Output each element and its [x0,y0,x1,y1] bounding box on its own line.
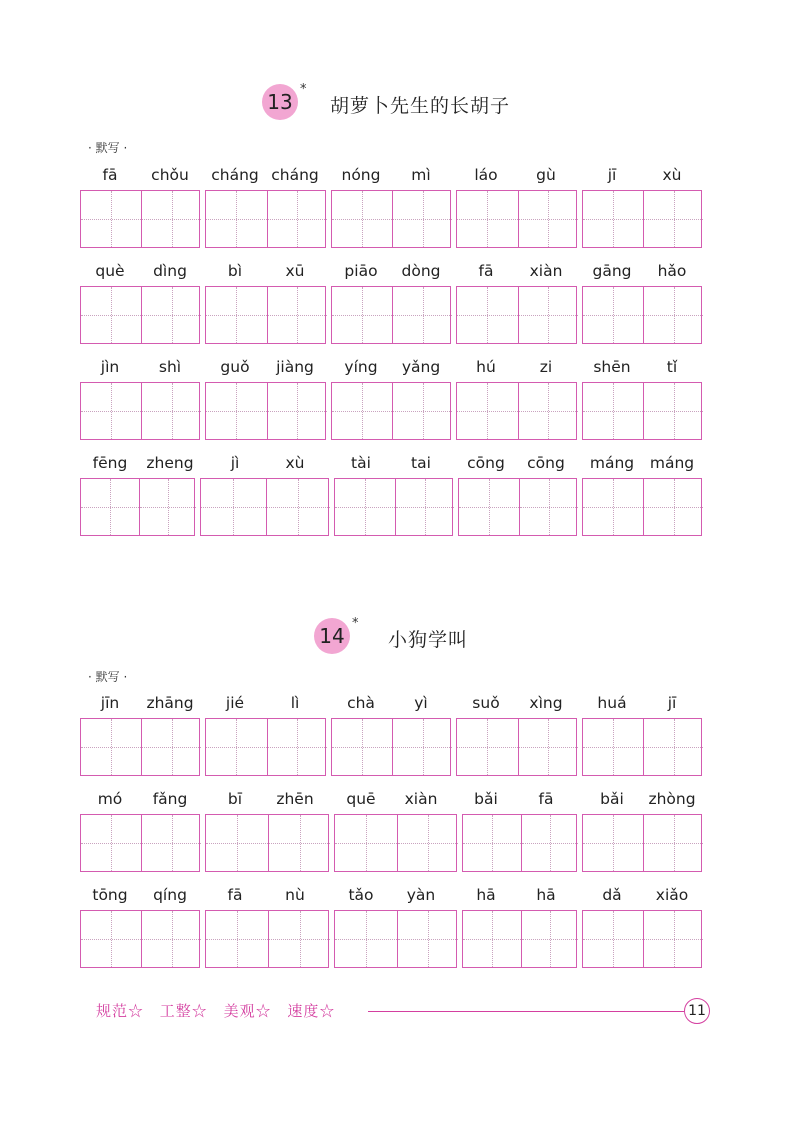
character-cell[interactable] [206,719,267,775]
criteria-item: 规范☆ [96,1002,145,1020]
character-cell[interactable] [643,719,703,775]
character-cell[interactable] [332,191,392,247]
writing-box[interactable] [334,814,457,872]
pinyin-label: fā [102,166,118,184]
pinyin-label: zhēn [276,790,314,808]
pinyin-label: jī [607,166,617,184]
pinyin-label: suǒ [472,694,500,712]
pinyin-label: guǒ [220,358,250,376]
writing-box[interactable] [334,478,453,536]
pinyin-label: nù [285,886,305,904]
pinyin-label: fā [538,790,554,808]
character-cell[interactable] [392,191,452,247]
character-cell[interactable] [267,719,328,775]
pinyin-label: hā [476,886,496,904]
evaluation-criteria [96,1000,345,1021]
character-cell[interactable] [519,479,579,535]
writing-box[interactable] [331,286,451,344]
writing-box[interactable] [582,814,702,872]
pinyin-label: lì [290,694,300,712]
pinyin-label: yǎng [401,358,441,376]
pinyin-label: qíng [153,886,187,904]
character-cell[interactable] [457,287,518,343]
footer-divider [368,1011,684,1012]
character-cell[interactable] [266,479,331,535]
writing-box[interactable] [80,382,200,440]
character-cell[interactable] [206,815,268,871]
pinyin-label: hú [476,358,496,376]
character-cell[interactable] [206,911,268,967]
character-cell[interactable] [81,911,141,967]
section-label: · 默写 · [88,670,128,684]
pinyin-label: chà [347,694,375,712]
character-cell[interactable] [268,815,330,871]
character-cell[interactable] [463,815,521,871]
character-cell[interactable] [392,383,452,439]
lesson-title: 胡萝卜先生的长胡子 [330,95,511,117]
character-cell[interactable] [332,719,392,775]
page-number: 11 [684,998,710,1024]
pinyin-label: què [95,262,125,280]
pinyin-label: yíng [344,358,378,376]
pinyin-label: máng [649,454,695,472]
pinyin-label: jì [230,454,240,472]
writing-box[interactable] [80,190,200,248]
pinyin-label: mó [97,790,123,808]
pinyin-label: bī [227,790,243,808]
pinyin-label: láo [474,166,498,184]
writing-box[interactable] [205,286,326,344]
lesson-title-row [0,618,800,658]
pinyin-label: tǎo [348,886,374,904]
pinyin-label: mì [411,166,431,184]
character-cell[interactable] [518,719,579,775]
pinyin-label: xù [285,454,305,472]
pinyin-label: shì [158,358,182,376]
pinyin-label: tōng [92,886,128,904]
writing-box[interactable] [582,478,702,536]
pinyin-label: quē [346,790,376,808]
writing-box[interactable] [456,190,577,248]
character-cell[interactable] [141,287,201,343]
writing-box[interactable] [582,190,702,248]
character-cell[interactable] [395,479,455,535]
section-label: · 默写 · [88,141,128,155]
character-cell[interactable] [141,911,201,967]
character-cell[interactable] [583,191,643,247]
pinyin-label: xiàn [404,790,438,808]
pinyin-label: gāng [592,262,632,280]
character-cell[interactable] [583,815,643,871]
character-cell[interactable] [643,911,703,967]
lesson-number-badge: 13 [262,84,298,120]
pinyin-label: cōng [527,454,565,472]
writing-box[interactable] [582,718,702,776]
pinyin-label: dìng [153,262,187,280]
character-cell[interactable] [206,383,267,439]
writing-box[interactable] [334,910,457,968]
pinyin-label: chǒu [151,166,189,184]
pinyin-label: dòng [401,262,441,280]
character-cell[interactable] [397,911,459,967]
character-cell[interactable] [583,719,643,775]
character-cell[interactable] [643,287,703,343]
pinyin-label: bǎi [600,790,624,808]
character-cell[interactable] [141,191,201,247]
writing-box[interactable] [331,382,451,440]
character-cell[interactable] [643,815,703,871]
character-cell[interactable] [459,479,519,535]
pinyin-label: jī [667,694,677,712]
pinyin-label: xìng [529,694,563,712]
character-cell[interactable] [332,287,392,343]
pinyin-label: fēng [92,454,128,472]
pinyin-label: bì [227,262,243,280]
character-cell[interactable] [643,383,703,439]
character-cell[interactable] [81,191,141,247]
footer [0,998,800,1026]
criteria-item: 工整☆ [159,1002,208,1020]
pinyin-label: jié [225,694,245,712]
writing-box[interactable] [205,910,329,968]
pinyin-label: zhòng [648,790,696,808]
writing-box[interactable] [456,382,577,440]
lesson-title: 小狗学叫 [388,629,469,651]
character-cell[interactable] [141,719,201,775]
writing-box[interactable] [205,190,326,248]
pinyin-label: bǎi [474,790,498,808]
character-cell[interactable] [206,191,267,247]
lesson-title-row [0,84,800,124]
pinyin-label: fǎng [152,790,188,808]
pinyin-label: tai [411,454,431,472]
writing-box[interactable] [80,814,200,872]
writing-box[interactable] [456,286,577,344]
writing-box[interactable] [200,478,329,536]
character-cell[interactable] [267,383,328,439]
character-cell[interactable] [335,815,397,871]
character-cell[interactable] [201,479,266,535]
character-cell[interactable] [583,287,643,343]
character-cell[interactable] [583,479,643,535]
writing-box[interactable] [80,478,195,536]
character-cell[interactable] [141,383,201,439]
writing-box[interactable] [582,286,702,344]
character-cell[interactable] [81,479,139,535]
pinyin-label: cōng [467,454,505,472]
writing-box[interactable] [205,718,326,776]
pinyin-label: hā [536,886,556,904]
writing-box[interactable] [456,718,577,776]
pinyin-label: tài [351,454,371,472]
pinyin-label: jīn [100,694,120,712]
character-cell[interactable] [521,911,579,967]
writing-box[interactable] [80,286,200,344]
character-cell[interactable] [81,287,141,343]
character-cell[interactable] [643,191,703,247]
pinyin-label: huá [597,694,627,712]
character-cell[interactable] [521,815,579,871]
character-cell[interactable] [457,383,518,439]
character-cell[interactable] [139,479,197,535]
star-mark: * [300,82,307,97]
writing-box[interactable] [205,814,329,872]
writing-box[interactable] [80,718,200,776]
character-cell[interactable] [518,383,579,439]
pinyin-label: cháng [211,166,259,184]
character-cell[interactable] [643,479,703,535]
pinyin-label: zheng [146,454,194,472]
pinyin-label: fā [478,262,494,280]
pinyin-label: tǐ [666,358,678,376]
character-cell[interactable] [81,815,141,871]
pinyin-label: zi [539,358,553,376]
character-cell[interactable] [81,719,141,775]
character-cell[interactable] [141,815,201,871]
character-cell[interactable] [267,191,328,247]
pinyin-label: dǎ [602,886,622,904]
pinyin-label: cháng [271,166,319,184]
character-cell[interactable] [267,287,328,343]
character-cell[interactable] [457,719,518,775]
character-cell[interactable] [457,191,518,247]
pinyin-label: máng [589,454,635,472]
writing-box[interactable] [462,814,577,872]
lesson-number-badge: 14 [314,618,350,654]
writing-box[interactable] [205,382,326,440]
writing-box[interactable] [458,478,577,536]
character-cell[interactable] [463,911,521,967]
pinyin-label: jiàng [276,358,314,376]
character-cell[interactable] [518,191,579,247]
character-cell[interactable] [268,911,330,967]
pinyin-label: xū [285,262,305,280]
character-cell[interactable] [81,383,141,439]
character-cell[interactable] [397,815,459,871]
character-cell[interactable] [335,479,395,535]
pinyin-label: xù [662,166,682,184]
character-cell[interactable] [583,383,643,439]
pinyin-label: xiàn [529,262,563,280]
writing-box[interactable] [331,718,451,776]
criteria-item: 速度☆ [287,1002,336,1020]
star-mark: * [352,616,359,631]
pinyin-label: xiǎo [655,886,689,904]
pinyin-label: yì [414,694,428,712]
character-cell[interactable] [583,911,643,967]
pinyin-label: zhāng [146,694,194,712]
pinyin-label: piāo [344,262,378,280]
character-cell[interactable] [518,287,579,343]
criteria-item: 美观☆ [223,1002,272,1020]
pinyin-label: fā [227,886,243,904]
character-cell[interactable] [206,287,267,343]
pinyin-label: gù [536,166,556,184]
character-cell[interactable] [332,383,392,439]
writing-box[interactable] [331,190,451,248]
pinyin-label: shēn [593,358,631,376]
pinyin-label: hǎo [657,262,687,280]
writing-box[interactable] [80,910,200,968]
writing-box[interactable] [582,382,702,440]
pinyin-label: jìn [100,358,120,376]
writing-box[interactable] [462,910,577,968]
pinyin-label: nóng [341,166,381,184]
character-cell[interactable] [392,719,452,775]
character-cell[interactable] [392,287,452,343]
pinyin-label: yàn [406,886,436,904]
character-cell[interactable] [335,911,397,967]
writing-box[interactable] [582,910,702,968]
